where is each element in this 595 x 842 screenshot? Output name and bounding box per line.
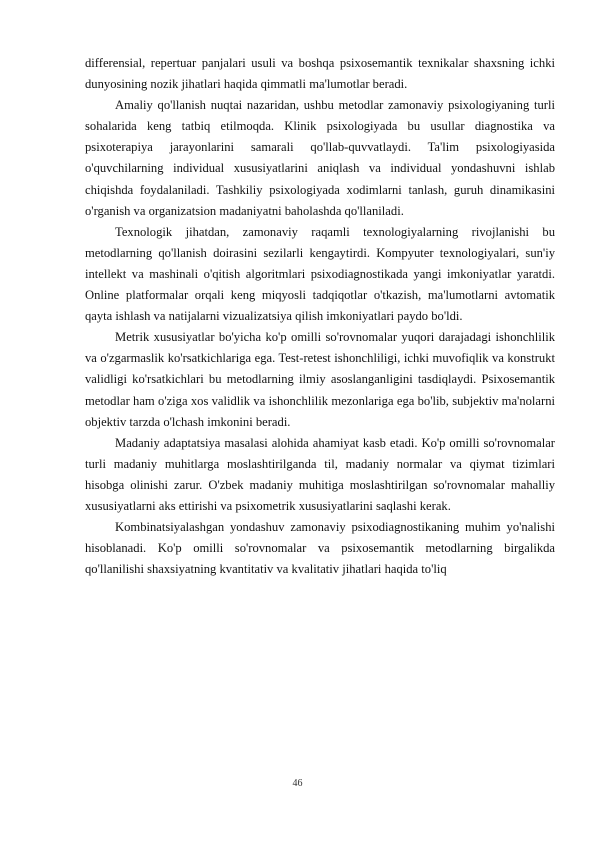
paragraph-practical-application: Amaliy qo'llanish nuqtai nazaridan, ushbu metodlar zamonaviy psixologiyaning turli sohalarida keng tatbiq etilmoqda. Klinik psixologiyada bu usullar diagnostika va psixoterapiya jarayonlarini samarali qo'llab-quvvatlaydi. Ta'lim psixologiyasida o'quvchilarning individual xususiyatlarini aniqlash va individual yondashuvni ishlab chiqishda foydalaniladi. Tashkiliy psixologiyada xodimlarni tanlash, guruh dinamikasini o'rganish va organizatsion madaniyatni baholashda qo'llaniladi.: [85, 98, 555, 218]
paragraph-continuation: differensial, repertuar panjalari usuli va boshqa psixosemantik texnikalar shaxsning ichki dunyosining nozik jihatlari haqida qimmatli ma'lumotlar beradi.: [85, 56, 555, 92]
paragraph-combined-approach: Kombinatsiyalashgan yondashuv zamonaviy psixodiagnostikaning muhim yo'nalishi hisoblanadi. Ko'p omilli so'rovnomalar va psixosemantik metodlarning birgalikda qo'llanilishi shaxsiyatning kvantitativ va kvalitativ jihatlari haqida to'liq: [85, 520, 555, 577]
paragraph-cultural-adaptation: Madaniy adaptatsiya masalasi alohida ahamiyat kasb etadi. Ko'p omilli so'rovnomalar turli madaniy muhitlarga moslashtirilganda til, madaniy normalar va qiymat tizimlari hisobga olinishi zarur. O'zbek madaniy muhitiga moslashtirilgan so'rovnomalar mahalliy xususiyatlarni aks ettirishi va psixometrik xususiyatlarini saqlashi kerak.: [85, 435, 555, 513]
page-number: 46: [292, 778, 303, 789]
paragraph-metric-properties: Metrik xususiyatlar bo'yicha ko'p omilli so'rovnomalar yuqori darajadagi ishonchlilik va o'zgarmaslik ko'rsatkichlariga ega. Test-retest ishonchliligi, ichki muvofiqlik va konstrukt validligi ko'rsatkichlari bu metodlarning ilmiy asoslanganligini tasdiqlaydi. Psixosemantik metodlar ham o'ziga xos validlik va ishonchlilik mezonlariga ega bo'lib, subjektiv ma'nolarni objektiv tarzda o'lchash imkonini beradi.: [85, 330, 555, 429]
paragraph-technology: Texnologik jihatdan, zamonaviy raqamli texnologiyalarning rivojlanishi bu metodlarning qo'llanish doirasini sezilarli kengaytirdi. Kompyuter texnologiyalari, sun'iy intellekt va mashinali o'qitish algoritmlari psixodiagnostikada yangi imkoniyatlar yaratdi. Online platformalar orqali keng miqyosli tadqiqotlar o'tkazish, ma'lumotlarni avtomatik qayta ishlash va natijalarni vizualizatsiya qilish imkoniyatlari paydo bo'ldi.: [85, 224, 555, 324]
body-text: [85, 53, 555, 580]
